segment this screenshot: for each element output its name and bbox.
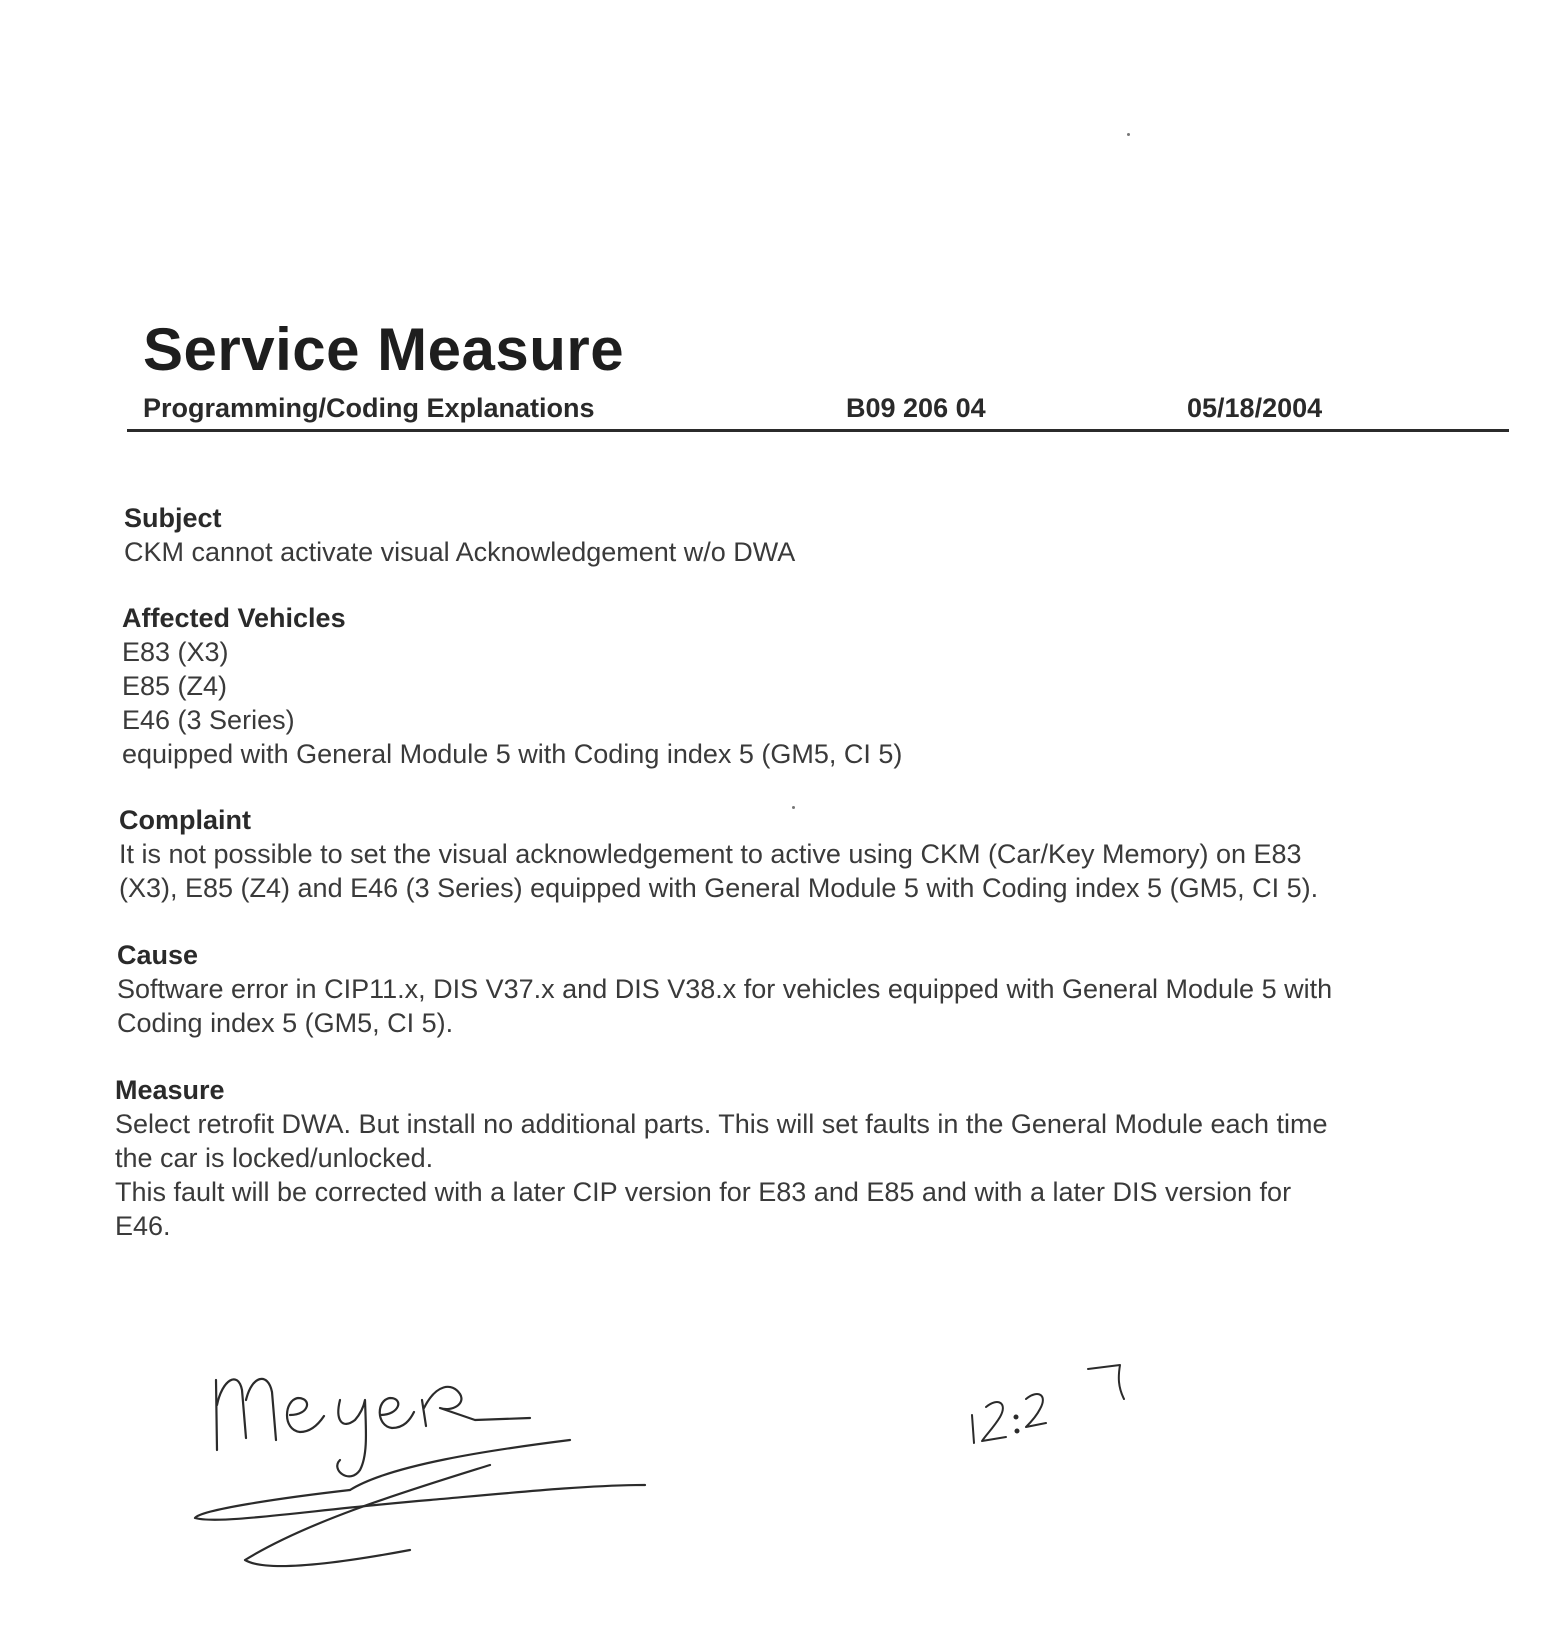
scan-speck xyxy=(1127,133,1130,136)
complaint-line: (X3), E85 (Z4) and E46 (3 Series) equipped with General Module 5 with Coding index 5 (GM5, CI 5). xyxy=(119,873,1319,903)
cause-line: Coding index 5 (GM5, CI 5). xyxy=(117,1008,454,1038)
handwritten-note xyxy=(960,1355,1160,1465)
vehicle-line: E46 (3 Series) xyxy=(122,705,295,735)
header-divider xyxy=(127,429,1509,432)
section-heading-affected-vehicles: Affected Vehicles xyxy=(122,603,346,633)
section-complaint xyxy=(119,803,1519,905)
measure-line: E46. xyxy=(115,1211,171,1241)
subject-text: CKM cannot activate visual Acknowledgement w/o DWA xyxy=(124,537,796,567)
document-title: Service Measure xyxy=(143,316,625,383)
section-heading-subject: Subject xyxy=(124,503,222,533)
section-heading-complaint: Complaint xyxy=(119,805,251,835)
measure-line: Select retrofit DWA. But install no additional parts. This will set faults in the General Module each time xyxy=(115,1109,1328,1139)
complaint-line: It is not possible to set the visual acknowledgement to active using CKM (Car/Key Memory) on E83 xyxy=(119,839,1302,869)
vehicle-line: E83 (X3) xyxy=(122,637,229,667)
section-heading-measure: Measure xyxy=(115,1075,225,1105)
section-cause xyxy=(117,938,1517,1040)
section-measure xyxy=(115,1073,1515,1243)
document-category: Programming/Coding Explanations xyxy=(143,393,595,423)
measure-line: the car is locked/unlocked. xyxy=(115,1143,434,1173)
measure-line: This fault will be corrected with a later CIP version for E83 and E85 and with a later DIS version for xyxy=(115,1177,1292,1207)
document-header-row xyxy=(143,393,1513,423)
section-subject xyxy=(124,501,1524,569)
section-affected-vehicles xyxy=(122,601,1522,771)
scan-speck xyxy=(792,806,795,809)
vehicle-line: equipped with General Module 5 with Coding index 5 (GM5, CI 5) xyxy=(122,739,903,769)
section-heading-cause: Cause xyxy=(117,940,199,970)
vehicle-line: E85 (Z4) xyxy=(122,671,228,701)
document-date: 05/18/2004 xyxy=(1187,393,1323,423)
handwritten-signature xyxy=(190,1360,660,1590)
document-number: B09 206 04 xyxy=(846,393,986,423)
cause-line: Software error in CIP11.x, DIS V37.x and DIS V38.x for vehicles equipped with General Module 5 with xyxy=(117,974,1333,1004)
